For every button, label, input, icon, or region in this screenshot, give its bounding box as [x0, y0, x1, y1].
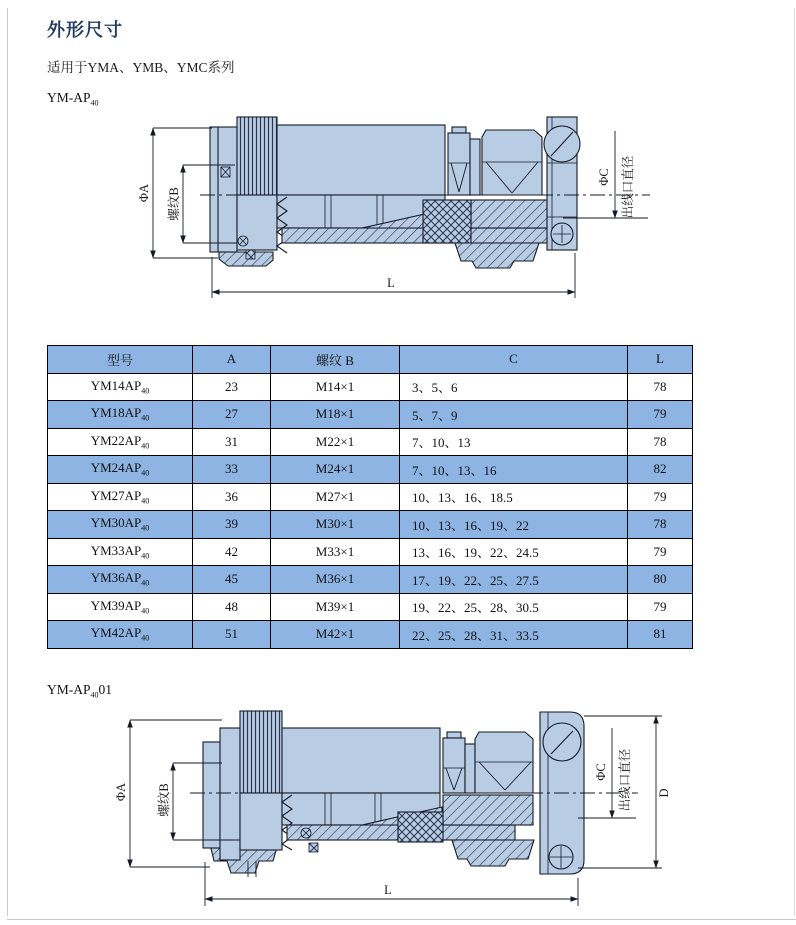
thread-cell: M42×1	[271, 621, 400, 649]
figure2-label-sub: 40	[90, 690, 99, 700]
thread-cell: M33×1	[271, 538, 400, 566]
l-cell: 78	[628, 373, 693, 401]
thread-cell: M36×1	[271, 566, 400, 594]
dim-label-d: D	[657, 788, 671, 798]
page-edge-bottom	[7, 919, 796, 920]
a-cell: 23	[193, 373, 271, 401]
knurl-ring	[240, 711, 282, 793]
model-sub: 40	[141, 579, 150, 589]
model-sub: 40	[141, 606, 150, 616]
c-cell: 3、5、6	[400, 373, 628, 401]
model-sub: 40	[141, 496, 150, 506]
figure2-label-prefix: YM-AP	[47, 682, 91, 697]
a-cell: 33	[193, 456, 271, 484]
table-row	[48, 428, 693, 456]
a-cell: 36	[193, 483, 271, 511]
table-header-row	[48, 346, 693, 374]
model-sub: 40	[141, 524, 150, 534]
l-cell: 79	[628, 483, 693, 511]
model-base: YM30AP	[90, 515, 142, 531]
c-cell: 7、10、13、16	[400, 456, 628, 484]
model-cell	[48, 538, 193, 566]
table-row	[48, 593, 693, 621]
l-cell: 79	[628, 538, 693, 566]
header-l: L	[628, 346, 693, 374]
model-base: YM22AP	[90, 432, 142, 448]
table-row	[48, 373, 693, 401]
model-cell	[48, 566, 193, 594]
l-cell: 81	[628, 621, 693, 649]
connector-body-2	[203, 711, 584, 877]
c-cell: 7、10、13	[400, 428, 628, 456]
model-sub: 40	[141, 634, 150, 644]
a-cell: 48	[193, 593, 271, 621]
page-subtitle: 适用于YMA、YMB、YMC系列	[47, 60, 235, 75]
c-cell: 13、16、19、22、24.5	[400, 538, 628, 566]
c-cell: 17、19、22、25、27.5	[400, 566, 628, 594]
thread-cell: M27×1	[271, 483, 400, 511]
figure1-label-sub: 40	[90, 98, 99, 108]
thread-cell: M30×1	[271, 511, 400, 539]
model-base: YM36AP	[90, 570, 142, 586]
dim-label-thread-b: 螺纹B	[167, 187, 181, 221]
l-cell: 79	[628, 593, 693, 621]
thread-cell: M18×1	[271, 401, 400, 429]
technical-drawing-1	[115, 105, 660, 310]
table-row	[48, 456, 693, 484]
table-row	[48, 483, 693, 511]
a-cell: 27	[193, 401, 271, 429]
model-base: YM18AP	[90, 405, 142, 421]
model-base: YM33AP	[90, 542, 142, 558]
figure1-label	[47, 90, 99, 108]
thread-cell: M22×1	[271, 428, 400, 456]
page-edge-left	[7, 8, 8, 916]
header-c: C	[400, 346, 628, 374]
dim-label-outlet: 出线口直径	[621, 155, 635, 219]
model-base: YM39AP	[90, 597, 142, 613]
c-cell: 5、7、9	[400, 401, 628, 429]
model-cell	[48, 401, 193, 429]
c-cell: 10、13、16、18.5	[400, 483, 628, 511]
model-sub: 40	[141, 441, 150, 451]
model-cell	[48, 456, 193, 484]
a-cell: 39	[193, 511, 271, 539]
c-cell: 22、25、28、31、33.5	[400, 621, 628, 649]
model-cell	[48, 373, 193, 401]
thread-cell: M24×1	[271, 456, 400, 484]
dim-label-phi-a: ΦA	[137, 183, 151, 203]
dim-label-length: L	[387, 276, 395, 290]
model-sub: 40	[141, 551, 150, 561]
model-base: YM14AP	[90, 377, 142, 393]
dimension-table	[47, 345, 693, 649]
knurl-ring	[237, 117, 277, 195]
a-cell: 45	[193, 566, 271, 594]
crosshatch-seal	[398, 812, 443, 842]
page-title: 外形尺寸	[47, 20, 123, 40]
a-cell: 51	[193, 621, 271, 649]
model-cell	[48, 511, 193, 539]
dim-label-length: L	[384, 883, 392, 897]
dim-label-outlet: 出线口直径	[618, 748, 632, 812]
model-base: YM24AP	[90, 460, 142, 476]
l-cell: 78	[628, 511, 693, 539]
header-a: A	[193, 346, 271, 374]
table-row	[48, 401, 693, 429]
model-sub: 40	[141, 469, 150, 479]
crosshatch-seal	[423, 200, 471, 243]
model-base: YM42AP	[90, 625, 142, 641]
table-row	[48, 566, 693, 594]
l-cell: 78	[628, 428, 693, 456]
thread-cell: M39×1	[271, 593, 400, 621]
technical-drawing-2	[110, 700, 685, 918]
dim-label-phi-c: ΦC	[594, 763, 608, 781]
model-sub: 40	[141, 386, 150, 396]
thread-cell: M14×1	[271, 373, 400, 401]
dim-label-thread-b: 螺纹B	[157, 783, 171, 817]
a-cell: 31	[193, 428, 271, 456]
model-base: YM27AP	[90, 487, 142, 503]
page-edge-right	[794, 8, 795, 916]
l-cell: 80	[628, 566, 693, 594]
l-cell: 82	[628, 456, 693, 484]
table-row	[48, 511, 693, 539]
model-cell	[48, 483, 193, 511]
figure2-label	[47, 682, 112, 700]
c-cell: 19、22、25、28、30.5	[400, 593, 628, 621]
table-row	[48, 538, 693, 566]
c-cell: 10、13、16、19、22	[400, 511, 628, 539]
table-row	[48, 621, 693, 649]
figure1-label-prefix: YM-AP	[47, 90, 91, 105]
dim-label-phi-c: ΦC	[597, 168, 611, 186]
model-cell	[48, 621, 193, 649]
a-cell: 42	[193, 538, 271, 566]
model-cell	[48, 593, 193, 621]
figure2-label-suffix: 01	[98, 682, 113, 697]
dim-label-phi-a: ΦA	[114, 782, 128, 802]
model-sub: 40	[141, 414, 150, 424]
header-thread-b: 螺纹 B	[271, 346, 400, 374]
model-cell	[48, 428, 193, 456]
connector-body-1	[210, 117, 580, 268]
l-cell: 79	[628, 401, 693, 429]
header-model: 型号	[48, 346, 193, 374]
